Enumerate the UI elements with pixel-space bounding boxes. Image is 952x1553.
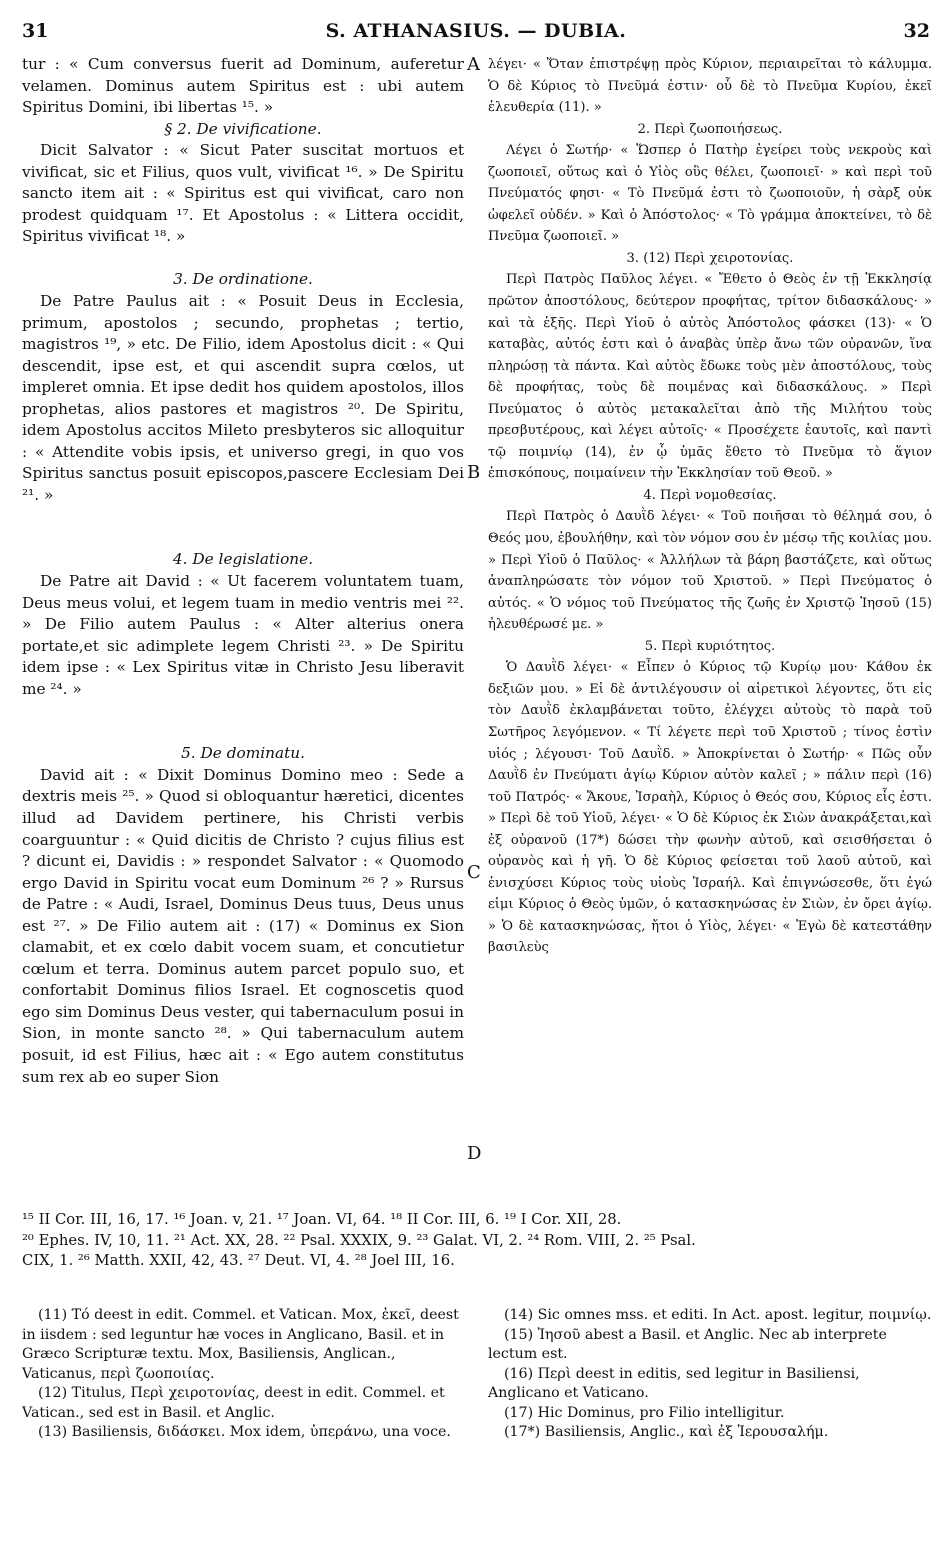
greek-intro: λέγει· « Ὅταν ἐπιστρέψῃ πρὸς Κύριον, περιαιρεῖται τὸ κάλυμμα. Ὁ δὲ Κύριος τὸ Πνεῦμά ἐστιν· οὗ δὲ τὸ Πνεῦμα Κυρίου, ἐκεῖ ἐλευθερία (11). » <box>488 57 932 116</box>
note-16: (16) Περὶ deest in editis, sed legitur in Basiliensi, Anglicano et Vaticano. <box>488 1365 860 1401</box>
latin-column <box>22 54 464 1204</box>
page-number-left: 31 <box>22 20 49 42</box>
latin-section-2-text: Dicit Salvator : « Sicut Pater suscitat mortuos et vivificat, sic et Filius, quos vult, vivificat ¹⁶. » De Spiritu sancto item ait : « Spiritus est qui vivificat, caro non prodest quidquam ¹⁷. Et Apostolus : « Littera occidit, Spiritus vivificat ¹⁸. » <box>22 141 464 246</box>
greek-section-5-title: 5. Περὶ κυριότητος. <box>644 638 776 654</box>
note-17-star: (17*) Basiliensis, Anglic., καὶ ἐξ Ἱερουσαλήμ. <box>504 1424 829 1440</box>
greek-section-2-text: Λέγει ὁ Σωτήρ· « Ὥσπερ ὁ Πατὴρ ἐγείρει τοὺς νεκροὺς καὶ ζωοποιεῖ, οὕτως καὶ ὁ Υἱὸς οὓς θέλει, ζωοποιεῖ· » καὶ περὶ τοῦ Πνεύματός φησι· « Τὸ Πνεῦμά ἐστι τὸ ζωοποιοῦν, ἡ σὰρξ οὐκ ὠφελεῖ οὐδέν. » Καὶ ὁ Ἀπόστολος· « Τὸ γράμμα ἀποκτείνει, τὸ δὲ Πνεῦμα ζωοποιεῖ. » <box>488 143 932 245</box>
notes-right <box>488 1306 932 1443</box>
greek-section-3-text: Περὶ Πατρὸς Παῦλος λέγει. « Ἔθετο ὁ Θεὸς ἐν τῇ Ἐκκλησίᾳ πρῶτον ἀποστόλους, δεύτερον προφήτας, τρίτον διδασκάλους· » καὶ τὰ ἑξῆς. Περὶ Υἱοῦ ὁ αὐτὸς Ἀπόστολος φάσκει (13)· « Ὁ καταβὰς, αὐτός ἐστι καὶ ὁ ἀναβὰς ὑπὲρ ἄνω τῶν οὐρανῶν, ἵνα πληρώσῃ τὰ πάντα. Καὶ αὐτὸς ἔδωκε τοὺς μὲν ἀποστόλους, τοὺς δὲ προφήτας, τοὺς δὲ ποιμένας καὶ διδασκάλους. » Περὶ Πνεύματος ὁ αὐτὸς μετακαλεῖται ἀπὸ τῆς Μιλήτου τοὺς πρεσβυτέρους, καὶ λέγει αὐτοῖς· « Προσέχετε ἑαυτοῖς, καὶ παντὶ τῷ ποιμνίῳ (14), ἐν ᾧ ὑμᾶς ἔθετο τὸ Πνεῦμα τὸ ἅγιον ἐπισκόπους, ποιμαίνειν τὴν Ἐκκλησίαν τοῦ Θεοῦ. » <box>488 272 932 482</box>
note-11: (11) Τό deest in edit. Commel. et Vatican. Mox, ἐκεῖ, deest in iisdem : sed leguntur hæ voces in Anglicano, Basil. et in Græco Scripturæ textu. Mox, Basiliensis, Anglican., Vaticanus, περὶ ζωοποιίας. <box>22 1307 459 1382</box>
page-number-right: 32 <box>903 20 930 42</box>
latin-section-3-text: De Patre Paulus ait : « Posuit Deus in Ecclesia, primum, apostolos ; secundo, prophetas ; tertio, magistros ¹⁹, » etc. De Filio, idem Apostolus dicit : « Qui descendit, ipse est, et qui ascendit supra cœlos, ut impleret omnia. Et ipse dedit hos quidem apostolos, illos prophetas, alios pastores et magistros ²⁰. De Spiritu, idem Apostolus accitos Mileto presbyteros sic alloquitur : « Attendite vobis ipsis, et universo gregi, in quo vos Spiritus sanctus posuit episcopos,pascere Ecclesiam Dei ²¹. » <box>22 292 464 504</box>
note-13: (13) Basiliensis, διδάσκει. Mox idem, ὑπεράνω, una voce. <box>38 1424 451 1440</box>
note-14: (14) Sic omnes mss. et editi. In Act. apost. legitur, ποιμνίῳ. <box>504 1307 932 1323</box>
greek-section-3-title: 3. (12) Περὶ χειροτονίας. <box>626 250 794 266</box>
greek-section-2-title: 2. Περὶ ζωοποιήσεως. <box>637 121 783 137</box>
latin-section-4-text: De Patre ait David : « Ut facerem voluntatem tuam, Deus meus volui, et legem tuam in medio ventris mei ²². » De Filio autem Paulus : « Alter alterius onera portate,et sic adimplete legem Christi ²³. » De Spiritu idem ipse : « Lex Spiritus vitæ in Christo Jesu liberavit me ²⁴. » <box>22 572 464 698</box>
scripture-references <box>22 1210 932 1272</box>
greek-section-5-text: Ὁ Δαυῒδ λέγει· « Εἶπεν ὁ Κύριος τῷ Κυρίῳ μου· Κάθου ἐκ δεξιῶν μου. » Εἰ δὲ ἀντιλέγουσιν οἱ αἱρετικοὶ λέγοντες, ὅτι εἰς τὸν Δαυῒδ ἐκλαμβάνεται τοῦτο, ἐλέγχει αὐτοὺς τὸ παρὰ τοῦ Σωτῆρος λεγόμενον. « Τί λέγετε περὶ τοῦ Χριστοῦ ; τίνος ἐστὶν υἱός ; λέγουσι· Τοῦ Δαυῒδ. » Ἀποκρίνεται ὁ Σωτήρ· « Πῶς οὖν Δαυῒδ ἐν Πνεύματι ἁγίῳ Κύριον αὐτὸν καλεῖ ; » πάλιν περὶ (16) τοῦ Πατρός· « Ἄκουε, Ἰσραὴλ, Κύριος ὁ Θεός σου, Κύριος εἷς ἐστι. » Περὶ δὲ τοῦ Υἱοῦ, λέγει· « Ὁ δὲ Κύριος ἐκ Σιὼν ἀνακράξεται,καὶ ἐξ οὐρανοῦ (17*) δώσει τὴν φωνὴν αὐτοῦ, καὶ σεισθήσεται ὁ οὐρανὸς καὶ ἡ γῆ. Ὁ δὲ Κύριος φείσεται τοῦ λαοῦ αὐτοῦ, καὶ ἐνισχύσει Κύριος τοὺς υἱοὺς Ἰσραήλ. Καὶ ἐπιγνώσεσθε, ὅτι ἐγώ εἰμι Κύριος ὁ Θεὸς ὑμῶν, ὁ κατασκηνώσας ἐν Σιὼν, ἐν ὄρει ἁγίῳ. » Ὁ δὲ κατασκηνώσας, ἤτοι ὁ Υἱὸς, λέγει· « Ἐγὼ δὲ κατεστάθην βασιλεὺς <box>488 660 932 956</box>
margin-letter-c: C <box>467 862 481 883</box>
latin-intro: tur : « Cum conversus fuerit ad Dominum, auferetur velamen. Dominus autem Spiritus est : ubi autem Spiritus Domini, ibi libertas ¹⁵. » <box>22 55 464 117</box>
note-17: (17) Hic Dominus, pro Filio intelligitur. <box>504 1404 785 1421</box>
latin-section-3-title: 3. De ordinatione. <box>173 270 313 289</box>
latin-section-5-text: David ait : « Dixit Dominus Domino meo : Sede a dextris meis ²⁵. » Quod si obloquantur hæretici, dicentes illud ad Davidem pertinere, his Christi verbis coarguuntur : « Quid dicitis de Christo ? cujus filius est ? dicunt ei, Davidis : » respondet Salvator : « Quomodo ergo David in Spiritu vocat eum Dominum ²⁶ ? » Rursus de Patre : « Audi, Israel, Dominus Deus tuus, Deus unus est ²⁷. » De Filio autem ait : (17) « Dominus ex Sion clamabit, et ex cœlo dabit vocem suam, et concutietur cœlum et terra. Dominus autem parcet populo suo, et confortabit Dominus filios Israel. Et cognoscetis quod ego sim Dominus Deus vester, qui tabernaculum posui in Sion, in monte sancto ²⁸. » Qui tabernaculum autem posuit, id est Filius, hæc ait : « Ego autem constitutus sum rex ab eo super Sion <box>22 765 464 1086</box>
running-header <box>22 20 930 46</box>
notes-left <box>22 1306 462 1443</box>
greek-column <box>488 54 932 1204</box>
reference-line: ²⁰ Ephes. IV, 10, 11. ²¹ Act. XX, 28. ²² Psal. XXXIX, 9. ²³ Galat. VI, 2. ²⁴ Rom. VIII, 2. ²⁵ Psal. <box>22 1231 696 1249</box>
greek-section-4-title: 4. Περὶ νομοθεσίας. <box>643 487 777 503</box>
latin-section-2-title: § 2. De vivificatione. <box>164 119 322 138</box>
note-15: (15) Ἰησοῦ abest a Basil. et Anglic. Nec ab interprete lectum est. <box>488 1326 887 1362</box>
latin-section-4-title: 4. De legislatione. <box>172 550 314 569</box>
running-title: S. ATHANASIUS. — DUBIA. <box>325 20 627 42</box>
margin-letter-a: A <box>467 54 480 75</box>
margin-letter-d: D <box>467 1143 482 1164</box>
margin-letter-b: B <box>467 462 481 483</box>
greek-section-4-text: Περὶ Πατρὸς ὁ Δαυῒδ λέγει· « Τοῦ ποιῆσαι τὸ θέλημά σου, ὁ Θεός μου, ἐβουλήθην, καὶ τὸν νόμον σου ἐν μέσῳ τῆς κοιλίας μου. » Περὶ Υἱοῦ ὁ Παῦλος· « Ἀλλήλων τὰ βάρη βαστάζετε, καὶ οὕτως ἀναπληρώσατε τὸν νόμον τοῦ Χριστοῦ. » Περὶ Πνεύματος ὁ αὐτός. « Ὁ νόμος τοῦ Πνεύματος τῆς ζωῆς ἐν Χριστῷ Ἰησοῦ (15) ἠλευθέρωσέ με. » <box>488 509 932 633</box>
reference-line: ¹⁵ II Cor. III, 16, 17. ¹⁶ Joan. v, 21. ¹⁷ Joan. VI, 64. ¹⁸ II Cor. III, 6. ¹⁹ I Cor. XII, 28. <box>22 1211 622 1228</box>
latin-section-5-title: 5. De dominatu. <box>181 744 305 763</box>
reference-line: CIX, 1. ²⁶ Matth. XXII, 42, 43. ²⁷ Deut. VI, 4. ²⁸ Joel III, 16. <box>22 1252 455 1269</box>
note-12: (12) Titulus, Περὶ χειροτονίας, deest in edit. Commel. et Vatican., sed est in Basil. et Anglic. <box>22 1385 445 1421</box>
